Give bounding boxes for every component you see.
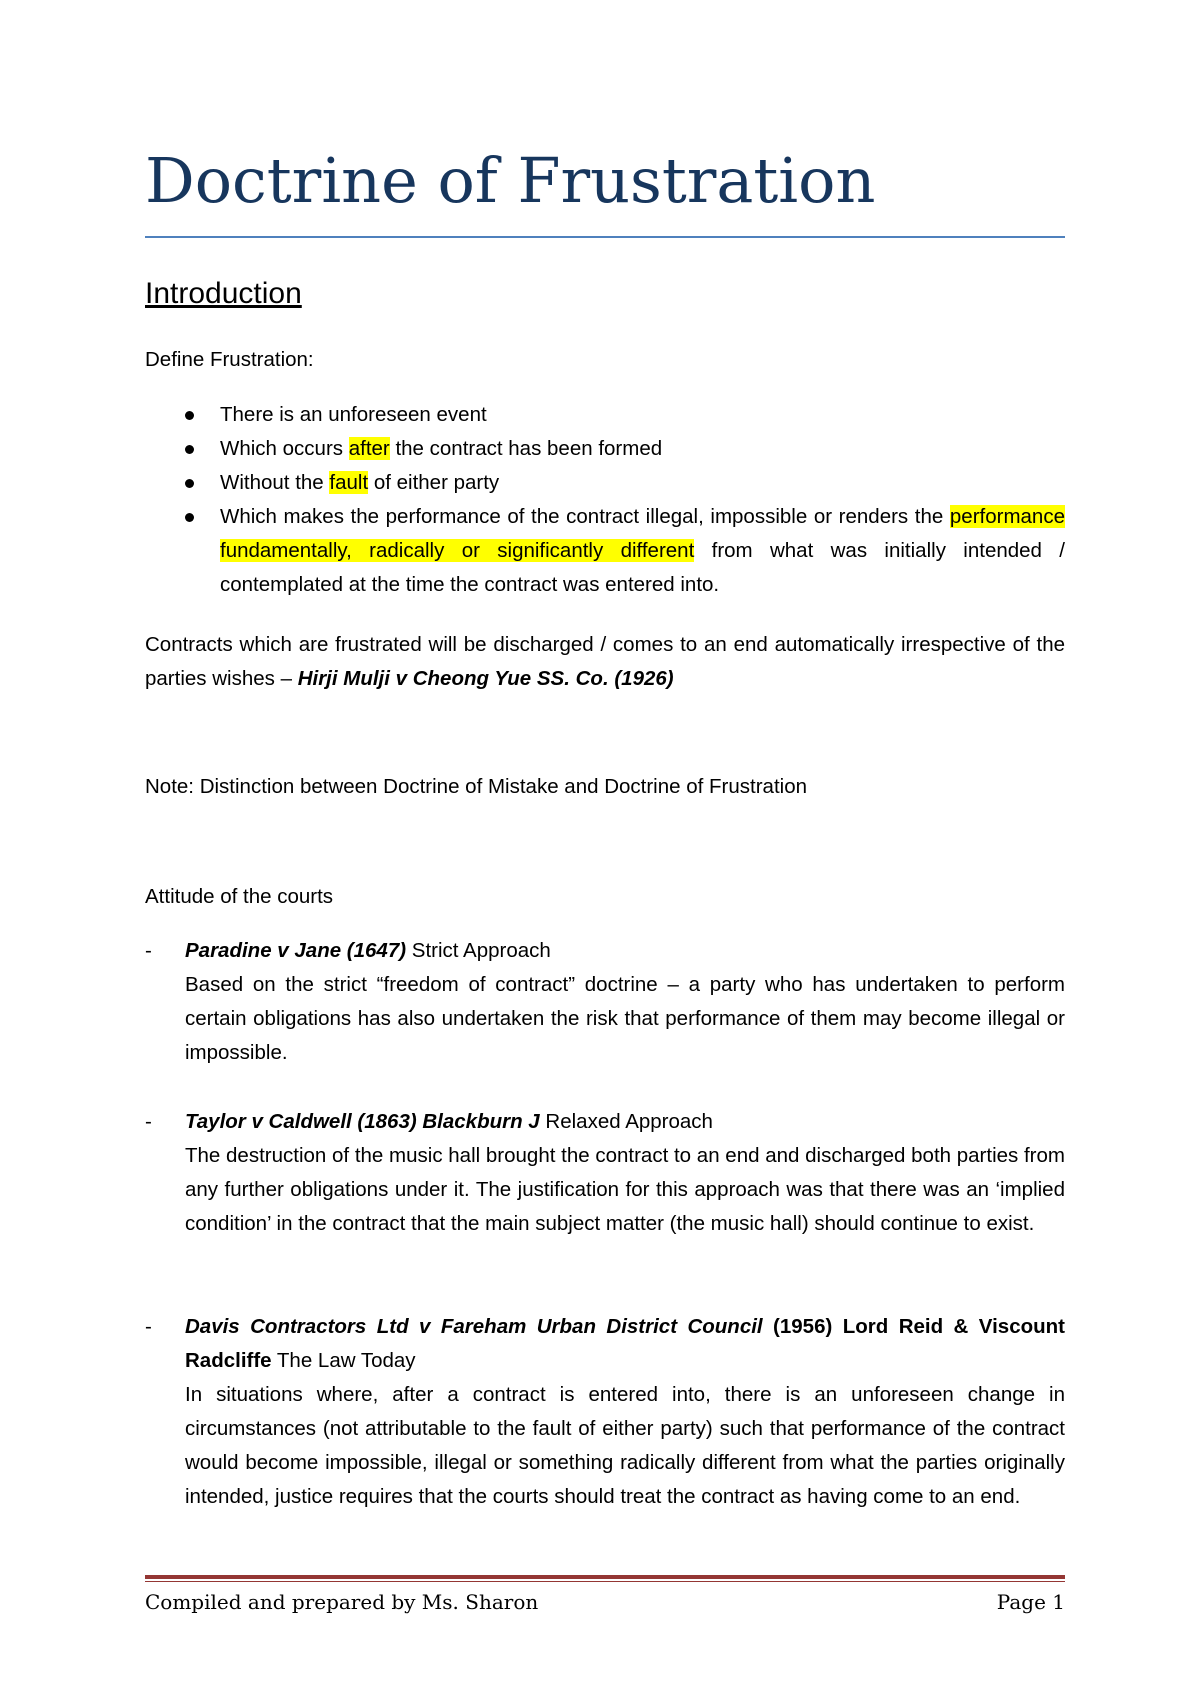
footer-author: Compiled and prepared by Ms. Sharon xyxy=(145,1590,539,1614)
dash-marker: - xyxy=(145,939,152,962)
bullet-text: There is an unforeseen event xyxy=(220,403,487,426)
bullet-icon xyxy=(185,479,194,488)
bullet-icon xyxy=(185,513,194,522)
case-year-judges: (1956) Lord Reid & Viscount Radcliffe xyxy=(185,1315,1065,1372)
discharge-paragraph xyxy=(145,628,1065,696)
list-item xyxy=(145,934,1065,1070)
bullet-text: Without the xyxy=(220,471,330,494)
bullet-icon xyxy=(185,445,194,454)
highlighted-text: fault xyxy=(329,471,369,494)
dash-marker: - xyxy=(145,1315,152,1338)
list-item xyxy=(145,1105,1065,1241)
list-item xyxy=(145,500,1065,602)
page-title: Doctrine of Frustration xyxy=(145,144,876,217)
list-item xyxy=(145,466,1065,500)
definition-bullet-list xyxy=(145,398,1065,602)
bullet-text: of either party xyxy=(368,471,500,494)
case-description: Based on the strict “freedom of contract” doctrine – a party who has undertaken to perform certain obligations has also undertaken the risk that performance of them may become illegal or impossible. xyxy=(185,973,1065,1064)
paragraph-text: Contracts which are frustrated will be discharged / comes to an end automatically irrespective of the parties wishes – xyxy=(145,633,1065,690)
approach-label: Relaxed Approach xyxy=(539,1110,713,1133)
bullet-text: from what was initially intended / contemplated at the time the contract was entered into. xyxy=(220,539,1065,596)
approach-label: Strict Approach xyxy=(406,939,551,962)
case-entry xyxy=(185,1105,1065,1241)
case-citation: Davis Contractors Ltd v Fareham Urban District Council xyxy=(185,1315,763,1338)
case-description: The destruction of the music hall brought the contract to an end and discharged both parties from any further obligations under it. The justification for this approach was that there was an ‘implied condition’ in the contract that the main subject matter (the music hall) should continue to exist. xyxy=(185,1144,1065,1235)
case-citation: Hirji Mulji v Cheong Yue SS. Co. (1926) xyxy=(297,667,674,690)
footer-rule-thin xyxy=(145,1581,1065,1582)
dash-marker: - xyxy=(145,1110,152,1133)
approach-label: The Law Today xyxy=(271,1349,416,1372)
highlighted-text: after xyxy=(348,437,390,460)
highlighted-text: performance fundamentally, radically or significantly different xyxy=(220,505,1065,562)
bullet-text: Which makes the performance of the contract illegal, impossible or renders the xyxy=(220,505,950,528)
case-entry xyxy=(185,934,1065,1070)
attitude-heading: Attitude of the courts xyxy=(145,885,334,908)
list-item xyxy=(145,398,1065,432)
case-entry xyxy=(185,1310,1065,1514)
case-description: In situations where, after a contract is entered into, there is an unforeseen change in circumstances (not attributable to the fault of either party) such that performance of the contract would become impossible, illegal or something radically different from what the parties originally intended, justice requires that the courts should treat the contract as having come to an end. xyxy=(185,1383,1065,1508)
case-citation: Taylor v Caldwell (1863) Blackburn J xyxy=(185,1110,540,1133)
bullet-text: Which occurs xyxy=(220,437,349,460)
list-item xyxy=(145,432,1065,466)
distinction-note: Note: Distinction between Doctrine of Mistake and Doctrine of Frustration xyxy=(145,775,807,798)
bullet-icon xyxy=(185,411,194,420)
page-number: Page 1 xyxy=(996,1590,1065,1614)
title-underline-rule xyxy=(145,236,1065,238)
footer-rule xyxy=(145,1575,1065,1579)
introduction-heading: Introduction xyxy=(145,277,302,310)
bullet-text: the contract has been formed xyxy=(389,437,663,460)
case-citation: Paradine v Jane (1647) xyxy=(185,939,407,962)
list-item xyxy=(145,1310,1065,1514)
define-frustration-label: Define Frustration: xyxy=(145,348,314,371)
